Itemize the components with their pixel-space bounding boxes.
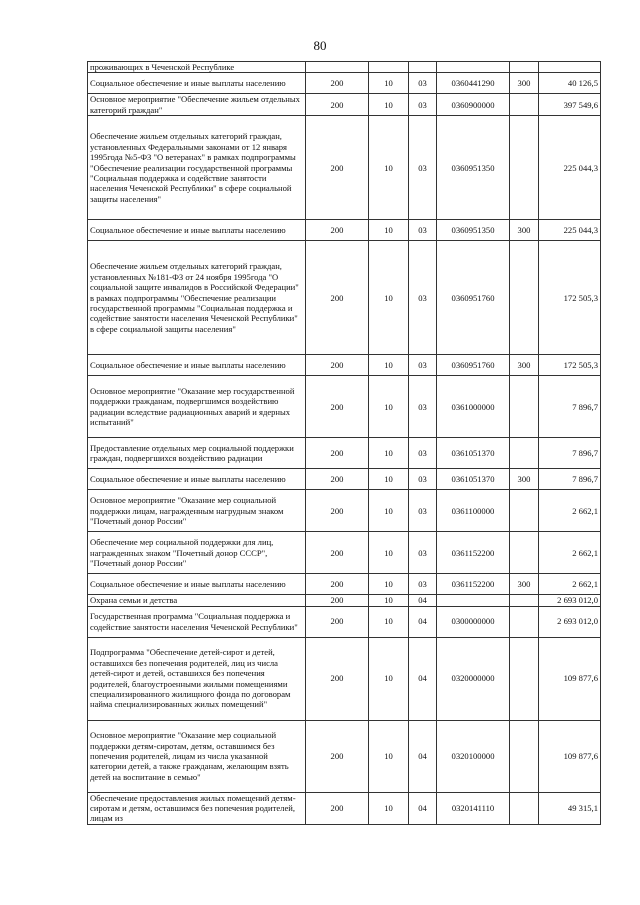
cell-target-article: 0360951350 bbox=[437, 220, 510, 241]
cell-amount: 172 505,3 bbox=[539, 241, 601, 355]
cell-name: Обеспечение мер социальной поддержки для лиц, награжденных знаком "Почетный донор СССР", "Почетный донор России" bbox=[88, 532, 306, 574]
cell-target-article: 0361152200 bbox=[437, 532, 510, 574]
cell-amount: 40 126,5 bbox=[539, 73, 601, 94]
table-row bbox=[88, 116, 601, 220]
cell-section: 10 bbox=[369, 532, 409, 574]
cell-section: 10 bbox=[369, 637, 409, 720]
cell-expense-type bbox=[510, 792, 539, 824]
table-row bbox=[88, 490, 601, 532]
cell-amount: 7 896,7 bbox=[539, 438, 601, 469]
table-row bbox=[88, 637, 601, 720]
cell-section: 10 bbox=[369, 241, 409, 355]
cell-section: 10 bbox=[369, 438, 409, 469]
cell-subsection: 04 bbox=[409, 792, 437, 824]
cell-section: 10 bbox=[369, 720, 409, 792]
cell-amount: 109 877,6 bbox=[539, 637, 601, 720]
cell-subsection: 03 bbox=[409, 469, 437, 490]
cell-name: Подпрограмма "Обеспечение детей-сирот и детей, оставшихся без попечения родителей, лиц из числа детей-сирот и детей, оставшихся без попечения родителей, благоустроенными жилыми помещениями специализированного жилищного фонда по договорам найма специализированных жилых помещений" bbox=[88, 637, 306, 720]
table-row bbox=[88, 574, 601, 595]
cell-name: Предоставление отдельных мер социальной поддержки граждан, подвергшихся воздействию радиации bbox=[88, 438, 306, 469]
cell-target-article: 0360951350 bbox=[437, 116, 510, 220]
cell-subsection: 04 bbox=[409, 637, 437, 720]
cell-target-article: 0361100000 bbox=[437, 490, 510, 532]
cell-target-article: 0361152200 bbox=[437, 574, 510, 595]
cell-grbs: 200 bbox=[306, 73, 369, 94]
cell-section: 10 bbox=[369, 73, 409, 94]
cell-amount: 7 896,7 bbox=[539, 376, 601, 438]
cell-grbs: 200 bbox=[306, 355, 369, 376]
cell-name: Обеспечение жильем отдельных категорий граждан, установленных Федеральными законами от 12 января 1995года №5-ФЗ "О ветеранах" в рамках подпрограммы "Обеспечение реализации государственной программы "Социальная поддержка и содействие занятости населения Чеченской Республики" в сфере социальной защиты населения" bbox=[88, 116, 306, 220]
cell-grbs: 200 bbox=[306, 241, 369, 355]
table-row bbox=[88, 532, 601, 574]
cell-target-article: 0360951760 bbox=[437, 241, 510, 355]
cell-expense-type bbox=[510, 595, 539, 606]
cell-name: Основное мероприятие "Обеспечение жильем отдельных категорий граждан" bbox=[88, 94, 306, 116]
cell-amount: 2 693 012,0 bbox=[539, 595, 601, 606]
cell-subsection: 03 bbox=[409, 220, 437, 241]
cell-target-article bbox=[437, 595, 510, 606]
cell-section: 10 bbox=[369, 355, 409, 376]
cell-section: 10 bbox=[369, 94, 409, 116]
cell-expense-type: 300 bbox=[510, 220, 539, 241]
cell-subsection: 03 bbox=[409, 241, 437, 355]
cell-name: Основное мероприятие "Оказание мер государственной поддержки гражданам, подвергшимся воздействию радиации вследствие радиационных аварий и ядерных испытаний" bbox=[88, 376, 306, 438]
cell-name: Социальное обеспечение и иные выплаты населению bbox=[88, 220, 306, 241]
cell-section: 10 bbox=[369, 606, 409, 637]
table-row bbox=[88, 241, 601, 355]
cell-amount: 49 315,1 bbox=[539, 792, 601, 824]
cell-subsection: 03 bbox=[409, 116, 437, 220]
cell-name: Основное мероприятие "Оказание мер социальной поддержки детям-сиротам, детям, оставшимся без попечения родителей, лицам из числа указанной категории детей, а также гражданам, желающим взять детей на воспитание в семью" bbox=[88, 720, 306, 792]
cell-name: Охрана семьи и детства bbox=[88, 595, 306, 606]
table-row bbox=[88, 469, 601, 490]
cell-amount: 397 549,6 bbox=[539, 94, 601, 116]
cell-grbs: 200 bbox=[306, 792, 369, 824]
cell-expense-type bbox=[510, 376, 539, 438]
cell-subsection: 03 bbox=[409, 94, 437, 116]
cell-expense-type: 300 bbox=[510, 574, 539, 595]
cell-subsection: 03 bbox=[409, 532, 437, 574]
cell-grbs bbox=[306, 62, 369, 73]
cell-amount: 2 662,1 bbox=[539, 574, 601, 595]
table-row bbox=[88, 438, 601, 469]
cell-expense-type: 300 bbox=[510, 355, 539, 376]
cell-amount: 7 896,7 bbox=[539, 469, 601, 490]
cell-section: 10 bbox=[369, 595, 409, 606]
cell-grbs: 200 bbox=[306, 606, 369, 637]
cell-section: 10 bbox=[369, 490, 409, 532]
cell-grbs: 200 bbox=[306, 94, 369, 116]
table-row bbox=[88, 595, 601, 606]
cell-expense-type bbox=[510, 606, 539, 637]
cell-expense-type bbox=[510, 62, 539, 73]
cell-subsection bbox=[409, 62, 437, 73]
cell-name: Социальное обеспечение и иные выплаты населению bbox=[88, 574, 306, 595]
cell-grbs: 200 bbox=[306, 574, 369, 595]
cell-target-article: 0361000000 bbox=[437, 376, 510, 438]
cell-grbs: 200 bbox=[306, 438, 369, 469]
cell-subsection: 04 bbox=[409, 720, 437, 792]
cell-amount: 2 662,1 bbox=[539, 490, 601, 532]
cell-grbs: 200 bbox=[306, 720, 369, 792]
cell-grbs: 200 bbox=[306, 595, 369, 606]
cell-expense-type bbox=[510, 241, 539, 355]
cell-amount: 2 693 012,0 bbox=[539, 606, 601, 637]
cell-target-article bbox=[437, 62, 510, 73]
cell-grbs: 200 bbox=[306, 490, 369, 532]
cell-grbs: 200 bbox=[306, 637, 369, 720]
cell-grbs: 200 bbox=[306, 532, 369, 574]
cell-name: Социальное обеспечение и иные выплаты населению bbox=[88, 73, 306, 94]
cell-subsection: 03 bbox=[409, 438, 437, 469]
cell-target-article: 0360441290 bbox=[437, 73, 510, 94]
table-row bbox=[88, 220, 601, 241]
table-row bbox=[88, 94, 601, 116]
cell-target-article: 0320100000 bbox=[437, 720, 510, 792]
table-row bbox=[88, 73, 601, 94]
cell-expense-type: 300 bbox=[510, 73, 539, 94]
cell-grbs: 200 bbox=[306, 116, 369, 220]
cell-name: Обеспечение предоставления жилых помещений детям-сиротам и детям, оставшимся без попечения родителей, лицам из bbox=[88, 792, 306, 824]
cell-grbs: 200 bbox=[306, 376, 369, 438]
cell-subsection: 03 bbox=[409, 490, 437, 532]
cell-target-article: 0360951760 bbox=[437, 355, 510, 376]
cell-section: 10 bbox=[369, 792, 409, 824]
cell-amount: 225 044,3 bbox=[539, 116, 601, 220]
cell-subsection: 04 bbox=[409, 606, 437, 637]
table-row bbox=[88, 62, 601, 73]
table-row bbox=[88, 720, 601, 792]
cell-section: 10 bbox=[369, 574, 409, 595]
cell-subsection: 03 bbox=[409, 73, 437, 94]
cell-target-article: 0361051370 bbox=[437, 469, 510, 490]
cell-name: Государственная программа "Социальная поддержка и содействие занятости населения Чеченской Республики" bbox=[88, 606, 306, 637]
cell-target-article: 0320000000 bbox=[437, 637, 510, 720]
cell-name: Социальное обеспечение и иные выплаты населению bbox=[88, 469, 306, 490]
table-body bbox=[88, 62, 601, 825]
cell-subsection: 03 bbox=[409, 574, 437, 595]
cell-subsection: 03 bbox=[409, 355, 437, 376]
cell-expense-type bbox=[510, 490, 539, 532]
cell-amount: 225 044,3 bbox=[539, 220, 601, 241]
cell-expense-type bbox=[510, 637, 539, 720]
cell-subsection: 04 bbox=[409, 595, 437, 606]
cell-section bbox=[369, 62, 409, 73]
cell-amount: 172 505,3 bbox=[539, 355, 601, 376]
page-number: 80 bbox=[313, 38, 327, 53]
cell-expense-type: 300 bbox=[510, 469, 539, 490]
cell-name: Основное мероприятие "Оказание мер социальной поддержки лицам, награжденным нагрудным знаком "Почетный донор России" bbox=[88, 490, 306, 532]
cell-section: 10 bbox=[369, 376, 409, 438]
cell-amount: 109 877,6 bbox=[539, 720, 601, 792]
cell-target-article: 0300000000 bbox=[437, 606, 510, 637]
cell-amount: 2 662,1 bbox=[539, 532, 601, 574]
cell-target-article: 0320141110 bbox=[437, 792, 510, 824]
cell-section: 10 bbox=[369, 116, 409, 220]
cell-expense-type bbox=[510, 94, 539, 116]
cell-subsection: 03 bbox=[409, 376, 437, 438]
cell-amount bbox=[539, 62, 601, 73]
budget-table bbox=[87, 61, 601, 825]
cell-target-article: 0361051370 bbox=[437, 438, 510, 469]
table-row bbox=[88, 606, 601, 637]
cell-grbs: 200 bbox=[306, 469, 369, 490]
cell-section: 10 bbox=[369, 220, 409, 241]
cell-expense-type bbox=[510, 116, 539, 220]
table-row bbox=[88, 792, 601, 824]
cell-section: 10 bbox=[369, 469, 409, 490]
cell-grbs: 200 bbox=[306, 220, 369, 241]
cell-expense-type bbox=[510, 438, 539, 469]
cell-name: проживающих в Чеченской Республике bbox=[88, 62, 306, 73]
cell-expense-type bbox=[510, 532, 539, 574]
cell-name: Обеспечение жильем отдельных категорий граждан, установленных №181-ФЗ от 24 ноября 1995года "О социальной защите инвалидов в Российской Федерации" в рамках подпрограммы "Обеспечение реализации государственной программы "Социальная поддержка и содействие занятости населения Чеченской Республики" в сфере социальной защиты населения" bbox=[88, 241, 306, 355]
table-row bbox=[88, 355, 601, 376]
table-row bbox=[88, 376, 601, 438]
cell-expense-type bbox=[510, 720, 539, 792]
cell-target-article: 0360900000 bbox=[437, 94, 510, 116]
cell-name: Социальное обеспечение и иные выплаты населению bbox=[88, 355, 306, 376]
